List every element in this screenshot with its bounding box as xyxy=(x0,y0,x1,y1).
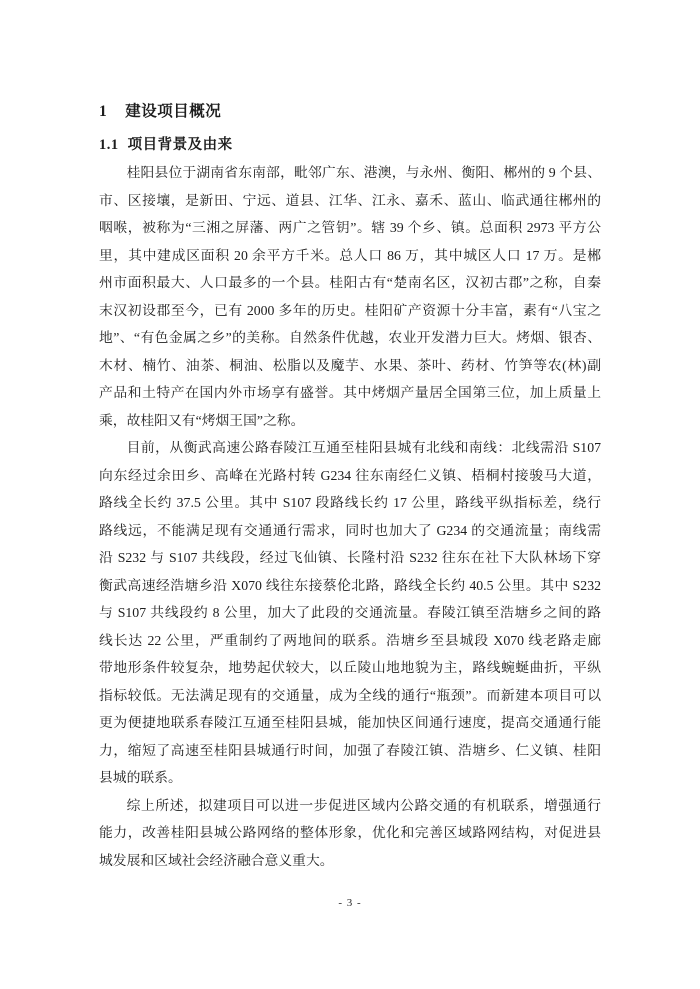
paragraph-1-line-7: 地”、“有色金属之乡”的美称。自然条件优越，农业开发潜力巨大。烤烟、银杏、 xyxy=(99,330,601,345)
section-number: 1 xyxy=(99,103,108,120)
paragraph-2-line-1: 目前，从衡武高速公路春陵江互通至桂阳县城有北线和南线：北线需沿 S107 xyxy=(126,440,601,455)
paragraph-1-line-2: 市、区接壤，是新田、宁远、道县、江华、江永、嘉禾、蓝山、临武通往郴州的 xyxy=(99,192,601,208)
paragraph-1-line-5: 州市面积最大、人口最多的一个县。桂阳古有“楚南名区，汉初古郡”之称，自秦 xyxy=(99,275,601,290)
paragraph-2-line-13: 县城的联系。 xyxy=(99,770,182,785)
paragraph-2-line-5: 沿 S232 与 S107 共线段，经过飞仙镇、长隆村沿 S232 往东在社下大队林场下穿 xyxy=(99,550,601,565)
paragraph-2-line-6: 衡武高速经浩塘乡沿 X070 线往东接蔡伦北路，路线全长约 40.5 公里。其中 S232 xyxy=(99,577,601,593)
paragraph-3-line-2: 能力，改善桂阳县城公路网络的整体形象，优化和完善区域路网结构，对促进县 xyxy=(99,825,601,840)
paragraph-1-line-8: 木材、楠竹、油茶、桐油、松脂以及魔芋、水果、茶叶、药材、竹笋等农(林)副 xyxy=(99,357,601,373)
body-text xyxy=(99,159,601,874)
section-heading xyxy=(99,98,601,126)
paragraph-2-line-12: 力，缩短了高速至桂阳县城通行时间，加强了春陵江镇、浩塘乡、仁义镇、桂阳 xyxy=(99,742,601,758)
paragraph-1-line-1: 桂阳县位于湖南省东南部，毗邻广东、港澳，与永州、衡阳、郴州的 9 个县、 xyxy=(126,165,601,180)
page-number: - 3 - xyxy=(338,897,362,909)
paragraph-2-line-3: 路线全长约 37.5 公里。其中 S107 段路线长约 17 公里，路线平纵指标差，绕行 xyxy=(99,495,601,510)
paragraph-1-line-4: 里，其中建成区面积 20 余平方千米。总人口 86 万，其中城区人口 17 万。是郴 xyxy=(99,247,601,263)
paragraph-2-line-4: 路线远，不能满足现有交通通行需求，同时也加大了 G234 的交通流量；南线需 xyxy=(99,522,601,538)
paragraph-1-line-6: 末汉初设郡至今，已有 2000 多年的历史。桂阳矿产资源十分丰富，素有“八宝之 xyxy=(99,302,601,318)
subsection-title: 项目背景及由来 xyxy=(127,137,233,153)
paragraph-2-line-9: 带地形条件较复杂，地势起伏较大，以丘陵山地地貌为主，路线蜿蜒曲折，平纵 xyxy=(99,660,601,675)
paragraph-1-line-3: 咽喉，被称为“三湘之屏藩、两广之管钥”。辖 39 个乡、镇。总面积 2973 平方公 xyxy=(99,220,601,235)
section-title: 建设项目概况 xyxy=(125,103,222,120)
paragraph-3-line-1: 综上所述，拟建项目可以进一步促进区域内公路交通的有机联系，增强通行 xyxy=(126,797,601,813)
subsection-number: 1.1 xyxy=(99,137,119,153)
paragraph-2-line-7: 与 S107 共线段约 8 公里，加大了此段的交通流量。春陵江镇至浩塘乡之间的路 xyxy=(99,605,601,620)
paragraph-2-line-8: 线长达 22 公里，严重制约了两地间的联系。浩塘乡至县城段 X070 线老路走廊 xyxy=(99,632,601,648)
paragraph-2-line-2: 向东经过余田乡、高峰在光路村转 G234 往东南经仁义镇、梧桐村接骏马大道， xyxy=(99,467,601,483)
paragraph-3-line-3: 城发展和区域社会经济融合意义重大。 xyxy=(99,852,334,868)
paragraph-1-line-10: 乘，故桂阳又有“烤烟王国”之称。 xyxy=(99,412,305,428)
paragraph-2-line-11: 更为便捷地联系春陵江互通至桂阳县城，能加快区间通行速度，提高交通通行能 xyxy=(99,715,601,730)
paragraph-2-line-10: 指标较低。无法满足现有的交通量，成为全线的通行“瓶颈”。而新建本项目可以 xyxy=(99,687,601,703)
paragraph-1-line-9: 产品和土特产在国内外市场享有盛誉。其中烤烟产量居全国第三位，加上质量上 xyxy=(99,385,601,400)
subsection-heading xyxy=(99,131,601,159)
